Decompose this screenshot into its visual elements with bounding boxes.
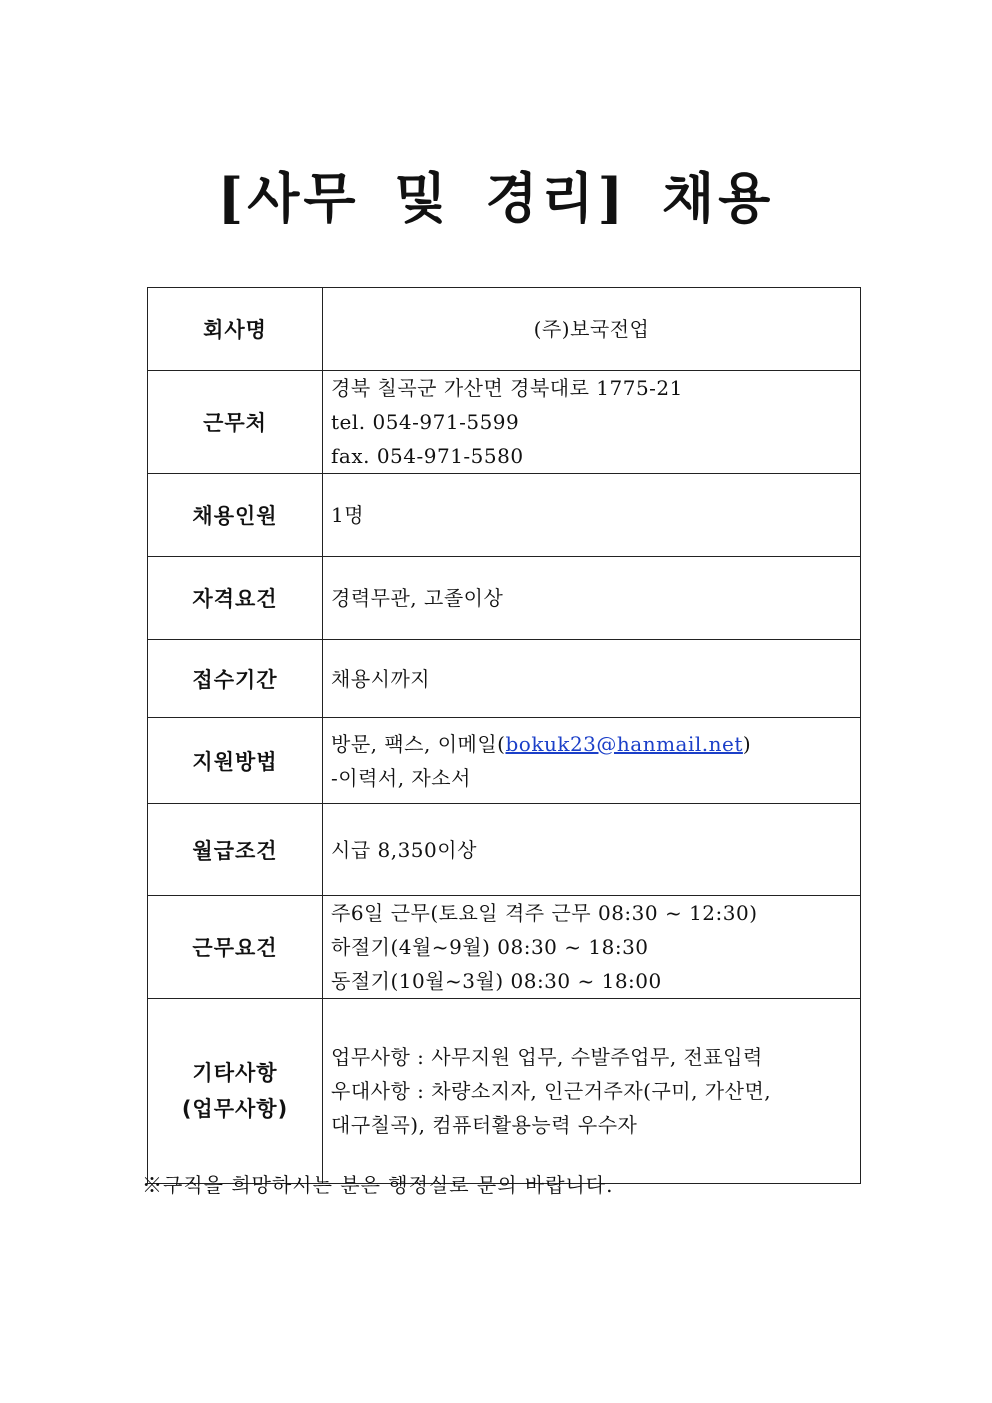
application-method-value [323,718,861,804]
row-label-wage: 월급조건 [148,804,323,896]
table-row [148,804,861,896]
application-method-line [331,727,860,761]
application-period-value [323,640,861,718]
row-label-application-period: 접수기간 [148,640,323,718]
row-label-workplace: 근무처 [148,371,323,474]
workplace-fax: fax. 054-971-5580 [331,444,524,468]
duties-text: 업무사항 : 사무지원 업무, 수발주업무, 전표입력 [331,1045,763,1069]
preferences-text-cont: 대구칠곡), 컴퓨터활용능력 우수자 [331,1113,638,1137]
row-label-headcount: 채용인원 [148,474,323,557]
table-row [148,640,861,718]
qualifications-value [323,557,861,640]
page-title: [사무 및 경리] 채용 [217,166,775,230]
company-name-text: (주)보국전업 [533,317,650,341]
other-label-line1: 기타사항 [192,1061,278,1085]
workplace-address: 경북 칠곡군 가산면 경북대로 1775-21 [331,376,683,400]
winter-hours-text: 동절기(10월~3월) 08:30 ~ 18:00 [331,969,662,993]
application-method-suffix: ) [742,731,752,756]
application-documents: -이력서, 자소서 [331,765,471,790]
other-value [323,999,861,1184]
application-method-prefix: 방문, 팩스, 이메일( [331,731,506,756]
job-posting-table [147,287,861,1184]
summer-hours-text: 하절기(4월~9월) 08:30 ~ 18:30 [331,935,649,959]
row-label-other [148,999,323,1184]
table-row [148,557,861,640]
application-period-text: 채용시까지 [331,666,431,691]
email-link[interactable]: bokuk23@hanmail.net [505,731,743,756]
wage-text: 시급 8,350이상 [331,837,477,862]
preferences-text: 우대사항 : 차량소지자, 인근거주자(구미, 가산면, [331,1079,772,1103]
table-row [148,999,861,1184]
headcount-value [323,474,861,557]
row-label-qualifications: 자격요건 [148,557,323,640]
table-row [148,718,861,804]
row-label-company: 회사명 [148,288,323,371]
qualifications-text: 경력무관, 고졸이상 [331,586,504,610]
other-label-line2: (업무사항) [181,1097,289,1121]
row-label-working-conditions: 근무요건 [148,896,323,999]
wage-value [323,804,861,896]
table-row [148,371,861,474]
work-schedule-text: 주6일 근무(토요일 격주 근무 08:30 ~ 12:30) [331,901,758,925]
workplace-value [323,371,861,474]
contact-footnote: ※구직을 희망하시는 분은 행정실로 문의 바랍니다. [142,1173,614,1197]
table-row [148,288,861,371]
working-conditions-value [323,896,861,999]
headcount-text: 1명 [331,503,365,527]
table-row [148,474,861,557]
row-label-application-method: 지원방법 [148,718,323,804]
company-name-value [323,288,861,371]
table-row [148,896,861,999]
workplace-tel: tel. 054-971-5599 [331,410,520,434]
